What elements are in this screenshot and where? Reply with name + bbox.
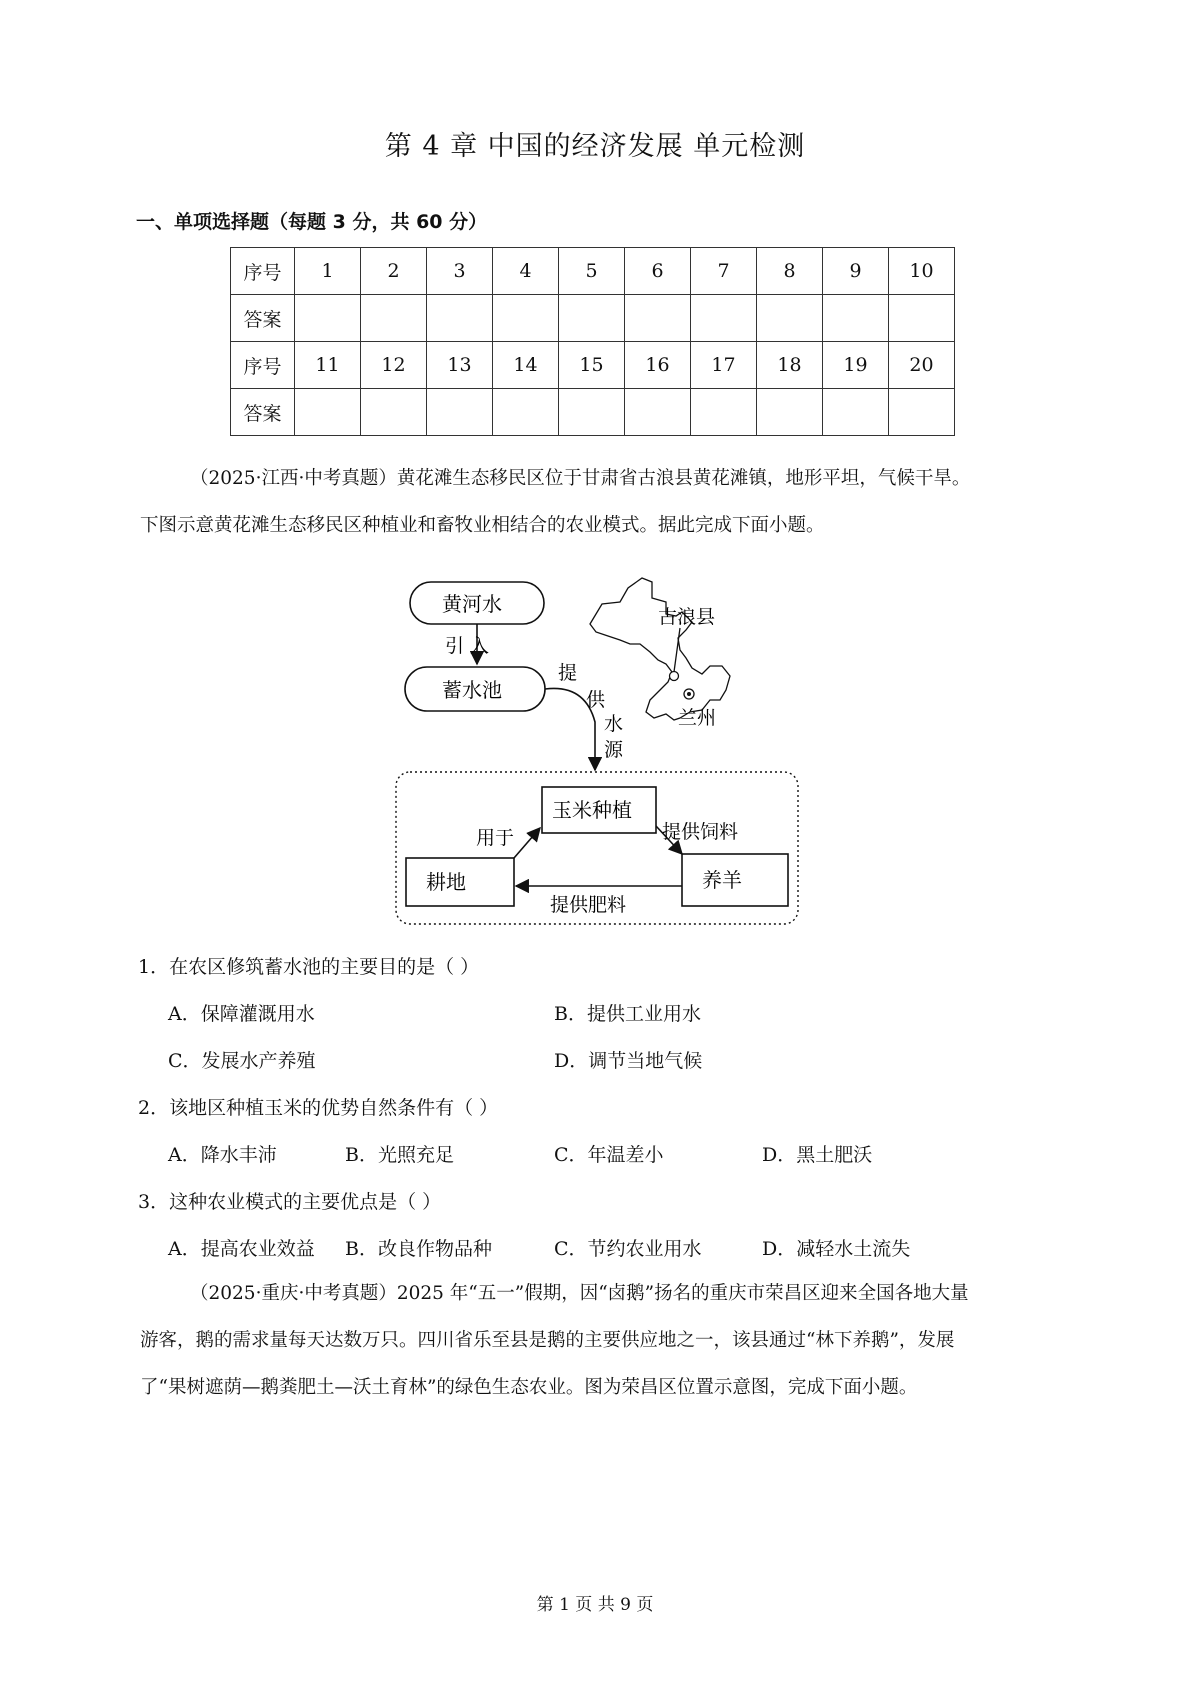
answer-table-cell[interactable] [691,295,757,342]
answer-table-cell: 17 [691,342,757,389]
section-heading: 一、单项选择题（每题 3 分，共 60 分） [136,211,488,233]
question-2-option-d: D．黑土肥沃 [762,1144,873,1166]
question-1-option-a: A．保障灌溉用水 [168,1003,315,1025]
provide-water-char-3: 水 [604,713,624,735]
question-1-option-b: B．提供工业用水 [554,1003,701,1025]
yellow-river-water-label: 黄河水 [442,592,502,616]
answer-table-cell: 11 [295,342,361,389]
sheep-label: 养羊 [702,868,742,892]
question-3-option-c: C．节约农业用水 [554,1238,702,1260]
answer-table-cell: 10 [889,248,955,295]
question-2-option-c: C．年温差小 [554,1144,664,1166]
fertilizer-label: 提供肥料 [550,894,627,916]
answer-table-cell: 19 [823,342,889,389]
answer-table-cell[interactable] [559,295,625,342]
answer-table-cell: 7 [691,248,757,295]
answer-table-cell[interactable] [889,295,955,342]
gulang-label: 古浪县 [658,606,716,628]
answer-table-cell[interactable] [757,295,823,342]
passage1-line2: 下图示意黄花滩生态移民区种植业和畜牧业相结合的农业模式。据此完成下面小题。 [140,515,825,536]
answer-table-cell[interactable] [493,389,559,436]
question-1-option-c: C．发展水产养殖 [168,1050,316,1072]
farmland-label: 耕地 [426,870,466,894]
answer-table-cell: 20 [889,342,955,389]
answer-table-cell[interactable] [625,295,691,342]
passage1-line1: （2025·江西·中考真题）黄花滩生态移民区位于甘肃省古浪县黄花滩镇，地形平坦，气候干旱。 [190,468,971,489]
passage2-line3: 了“果树遮荫—鹅粪肥土—沃土育林”的绿色生态农业。图为荣昌区位置示意图，完成下面小题。 [140,1377,918,1398]
answer-table-cell: 18 [757,342,823,389]
question-3-option-a: A．提高农业效益 [168,1238,315,1260]
used-for-arrow [514,828,540,858]
provide-water-char-4: 源 [604,739,624,761]
answer-table-row-label: 序号 [231,342,295,389]
answer-table-cell[interactable] [427,389,493,436]
answer-table-cell[interactable] [757,389,823,436]
answer-table-cell[interactable] [691,389,757,436]
answer-table-row [231,342,955,389]
answer-table-cell[interactable] [427,295,493,342]
page-title: 第 4 章 中国的经济发展 单元检测 [384,131,806,162]
lanzhou-label: 兰州 [678,707,717,729]
corn-label: 玉米种植 [552,798,632,822]
reservoir-label: 蓄水池 [442,678,502,702]
page-footer: 第 1 页 共 9 页 [536,1595,654,1615]
answer-table-cell[interactable] [823,295,889,342]
question-2-stem: 2．该地区种植玉米的优势自然条件有（ ） [138,1097,499,1119]
answer-table-cell: 4 [493,248,559,295]
passage2-line1: （2025·重庆·中考真题）2025 年“五一”假期，因“卤鹅”扬名的重庆市荣昌区迎来全国各地大量 [190,1283,969,1304]
answer-table-cell[interactable] [295,389,361,436]
introduce-label: 引 入 [445,635,490,657]
question-2-option-b: B．光照充足 [345,1144,454,1166]
question-2-option-a: A．降水丰沛 [168,1144,277,1166]
answer-table-cell: 3 [427,248,493,295]
provide-water-char-1: 提 [558,662,578,684]
question-3-option-b: B．改良作物品种 [345,1238,492,1260]
answer-table-cell: 8 [757,248,823,295]
answer-table-cell: 15 [559,342,625,389]
answer-table-cell[interactable] [361,295,427,342]
question-3-stem: 3．这种农业模式的主要优点是（ ） [138,1191,442,1213]
gansu-map-outline [590,578,730,720]
feed-label: 提供饲料 [662,821,739,843]
answer-table-cell[interactable] [823,389,889,436]
answer-table-cell: 2 [361,248,427,295]
answer-table-cell: 9 [823,248,889,295]
answer-table-cell[interactable] [625,389,691,436]
agriculture-diagram [390,572,810,928]
answer-table-cell[interactable] [559,389,625,436]
answer-table-cell[interactable] [361,389,427,436]
passage2-line2: 游客，鹅的需求量每天达数万只。四川省乐至县是鹅的主要供应地之一，该县通过“林下养鹅”，发展 [140,1330,955,1351]
answer-table-cell: 1 [295,248,361,295]
answer-table-cell: 6 [625,248,691,295]
answer-table-cell[interactable] [889,389,955,436]
answer-table-row-label: 答案 [231,295,295,342]
provide-water-char-2: 供 [586,689,606,711]
question-1-option-d: D．调节当地气候 [554,1050,703,1072]
answer-table-cell[interactable] [493,295,559,342]
lanzhou-marker-dot [687,692,691,696]
gulang-pointer [674,628,680,672]
answer-table-row [231,389,955,436]
answer-table-row-label: 序号 [231,248,295,295]
gulang-marker [670,672,679,681]
question-3-option-d: D．减轻水土流失 [762,1238,911,1260]
used-for-label: 用于 [476,827,515,849]
answer-table-cell: 12 [361,342,427,389]
answer-table-cell: 5 [559,248,625,295]
question-1-stem: 1．在农区修筑蓄水池的主要目的是（ ） [138,956,480,978]
answer-table-cell: 14 [493,342,559,389]
answer-table-cell: 16 [625,342,691,389]
answer-table-cell[interactable] [295,295,361,342]
answer-table-row [231,295,955,342]
answer-table-row-label: 答案 [231,389,295,436]
answer-table-row [231,248,955,295]
answer-table-cell: 13 [427,342,493,389]
answer-table [230,247,955,436]
